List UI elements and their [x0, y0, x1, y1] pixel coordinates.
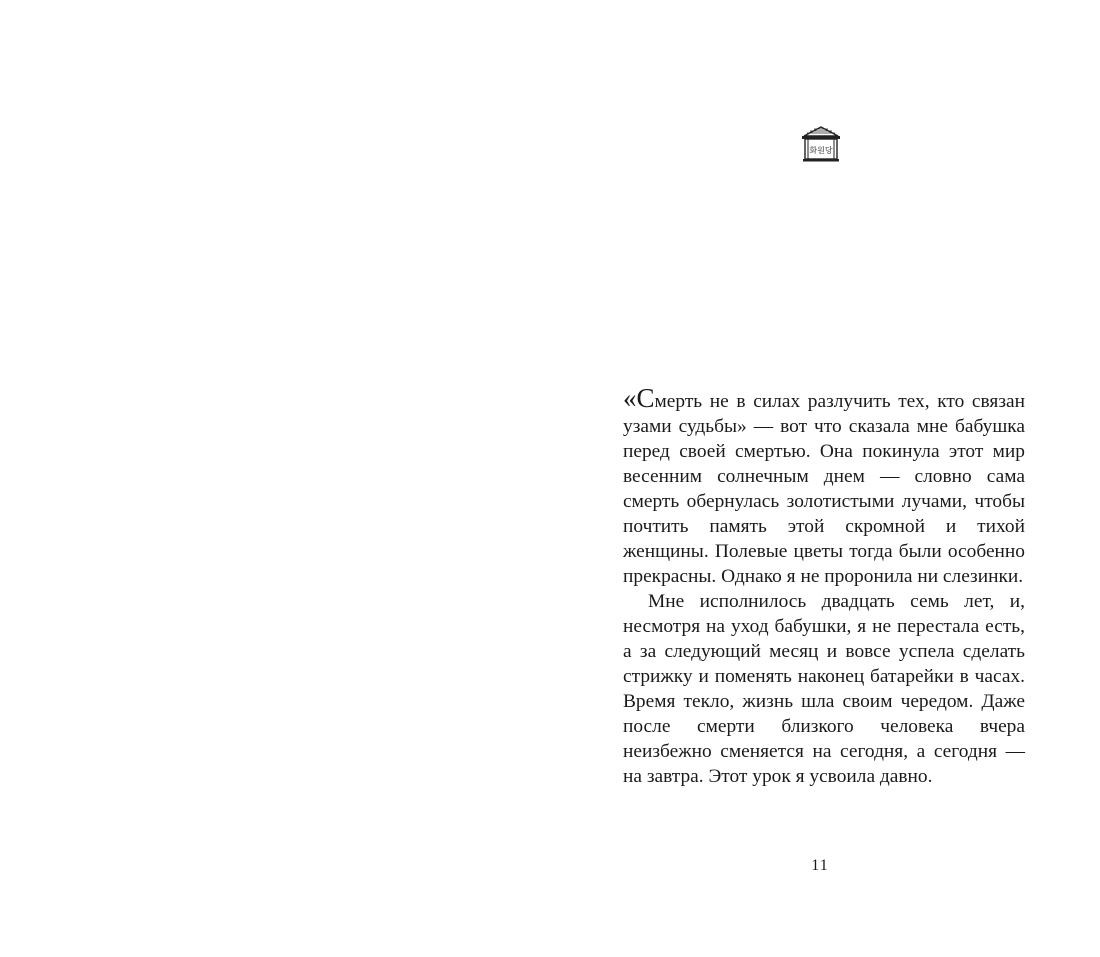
- paragraph-2: [623, 589, 1025, 789]
- house-icon: [801, 126, 841, 162]
- publisher-logo-text: 화원당: [809, 146, 833, 155]
- paragraph-1: [623, 383, 1025, 589]
- paragraph-1-lead: «С: [623, 383, 655, 413]
- right-page: [550, 0, 1100, 957]
- book-text: [623, 383, 1025, 789]
- paragraph-2-text: Мне исполнилось двадцать семь лет, и, несмотря на уход бабушки, я не перестала есть, а за следующий месяц и вовсе успела сделать стрижку и поменять наконец батарейки в часах. Время текло, жизнь шла своим чередом. Даже после смерти близкого человека вчера неизбежно сменяется на сегодня, а сегодня — на завтра. Этот урок я усвоила давно.: [623, 591, 1025, 787]
- page-number: 11: [811, 857, 829, 874]
- paragraph-1-text: мерть не в силах разлучить тех, кто связан узами судьбы» — вот что сказала мне бабушка перед своей смертью. Она покинула этот мир весенним солнечным днем — словно сама смерть обернулась золотистыми лучами, чтобы почтить память этой скромной и тихой женщины. Полевые цветы тогда были особенно прекрасны. Однако я не проронила ни слезинки.: [623, 391, 1025, 587]
